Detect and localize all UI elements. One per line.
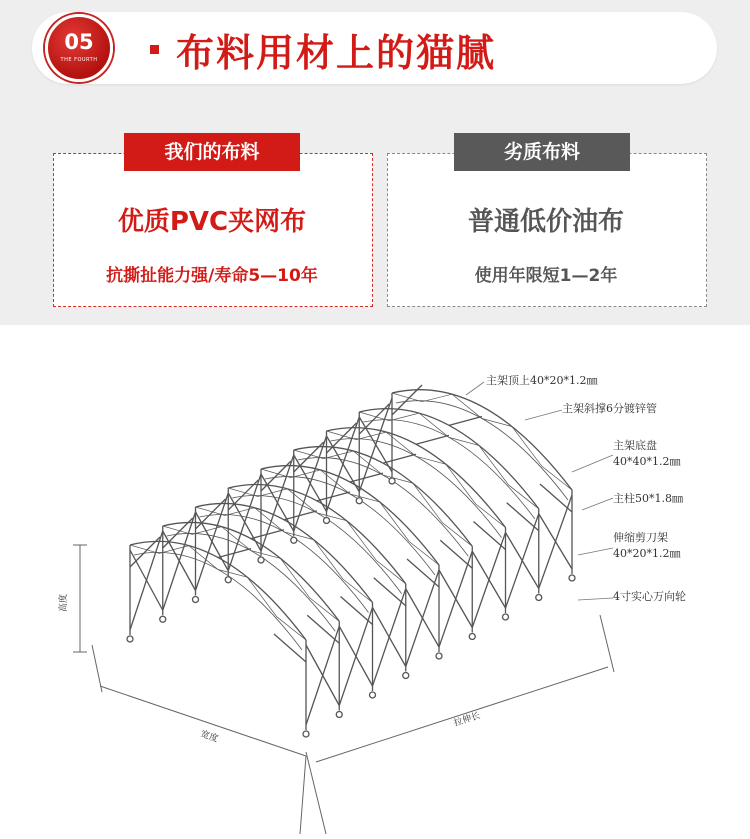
comparison-section: [0, 0, 750, 325]
frame-roof-arch: [327, 428, 506, 528]
wheel-icon: [303, 731, 309, 737]
label-base-line2: 40*40*1.2㎜: [613, 455, 681, 468]
wheel-icon: [225, 577, 231, 583]
label-wheel: 4寸实心万向轮: [613, 590, 686, 603]
wheel-icon: [569, 575, 575, 581]
wheel-icon: [536, 595, 542, 601]
roof-scissor-link: [416, 435, 449, 444]
frame-roof-arch: [359, 409, 539, 509]
roof-scissor-link: [350, 473, 383, 482]
scissor-link: [163, 512, 196, 610]
section-title: 布料用材上的猫腻: [176, 31, 497, 75]
wheel-icon: [370, 692, 376, 698]
frame-truss-web: [392, 393, 572, 490]
our-fabric-tag: 我们的布料: [124, 133, 300, 171]
frame-roof-truss: [134, 552, 302, 650]
frame-roof-arch: [392, 390, 572, 490]
scissor-link: [339, 608, 372, 706]
scissor-link: [439, 551, 472, 647]
frame-truss-web: [163, 526, 339, 621]
section-number-badge: [45, 14, 113, 82]
frame-roof-arch: [294, 447, 473, 547]
inferior-fabric-tag: 劣质布料: [454, 133, 630, 171]
scissor-link: [306, 626, 339, 725]
our-fabric-name: 优质PVC夹网布: [117, 207, 307, 237]
dimension-length-label: 拉伸长: [452, 710, 482, 729]
label-scissor-line2: 40*20*1.2㎜: [613, 547, 681, 560]
label-column: 主柱50*1.8㎜: [613, 492, 683, 505]
dimension-lines: [73, 545, 614, 834]
wheel-icon: [336, 712, 342, 718]
scissor-link: [472, 533, 505, 628]
badge-number: 05: [64, 30, 94, 54]
frame-roof-arch: [261, 466, 439, 565]
frame-truss-web: [130, 545, 306, 640]
tent-frame-diagram: [0, 325, 750, 839]
scissor-link: [228, 474, 261, 571]
inferior-fabric-desc: 使用年限短1—2年: [474, 266, 618, 286]
dimension-height-label: 高度: [59, 593, 69, 612]
frame-diagonal-brace: [274, 634, 306, 662]
frame-truss-web: [228, 488, 405, 584]
wheel-icon: [403, 673, 409, 679]
wheel-icon: [193, 597, 199, 603]
our-fabric-desc: 抗撕扯能力强/寿命5—10年: [106, 266, 318, 286]
wheel-icon: [258, 557, 264, 563]
wheel-icon: [127, 636, 133, 642]
scissor-link: [294, 436, 327, 531]
badge-subtitle: THE FOURTH: [60, 57, 98, 63]
scissor-link: [373, 589, 406, 686]
wheel-icon: [324, 518, 330, 524]
wheel-icon: [160, 616, 166, 622]
frame-roof-arch: [163, 522, 340, 621]
scissor-link: [539, 495, 572, 589]
scissor-link: [406, 570, 439, 667]
scissor-link: [506, 514, 539, 608]
scissor-link: [327, 417, 360, 512]
wheel-icon: [503, 614, 509, 620]
frame-roof-arch: [130, 541, 306, 640]
wheel-icon: [356, 498, 362, 504]
bullet-square-icon: [150, 45, 159, 54]
label-diagonal-brace: 主架斜撑6分镀锌管: [562, 402, 657, 415]
wheel-icon: [389, 478, 395, 484]
frame-roof-arch: [196, 503, 373, 602]
tent-frame-structure: [127, 385, 575, 737]
scissor-link: [196, 493, 229, 591]
wheel-icon: [436, 653, 442, 659]
scissor-link: [261, 455, 294, 551]
roof-scissor-link: [383, 454, 416, 463]
roof-scissor-link: [317, 492, 350, 501]
wheel-icon: [469, 634, 475, 640]
inferior-fabric-name: 普通低价油布: [467, 207, 624, 237]
dimension-width-label: 宽度: [199, 729, 220, 745]
label-base-line1: 主架底盘: [613, 439, 657, 452]
label-scissor-line1: 伸缩剪刀架: [613, 531, 668, 544]
roof-scissor-link: [449, 417, 482, 426]
scissor-link: [130, 531, 163, 630]
wheel-icon: [291, 537, 297, 543]
frame-roof-arch: [228, 485, 406, 584]
frame-truss-web: [196, 507, 373, 603]
label-top-frame: 主架顶上40*20*1.2㎜: [486, 374, 598, 387]
